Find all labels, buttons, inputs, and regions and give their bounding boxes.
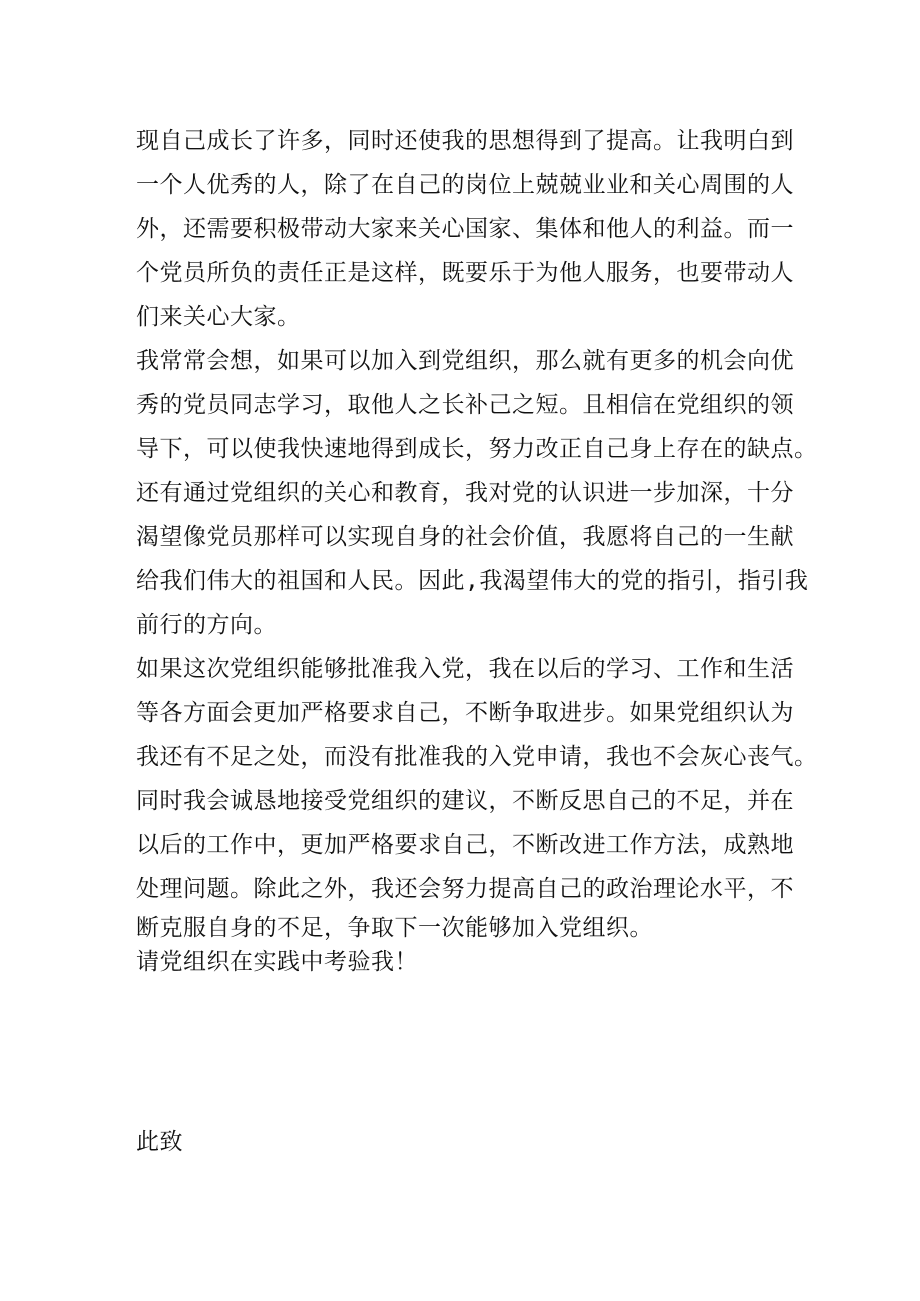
text-line: 等各方面会更加严格要求自己，不断争取进步。如果党组织认为 <box>136 700 794 726</box>
text-line: 断克服自身的不足，争取下一次能够加入党组织。 <box>136 915 653 941</box>
text-line: 如果这次党组织能够批准我入党，我在以后的学习、工作和生活 <box>136 656 794 682</box>
text-line: 一个人优秀的人，除了在自己的岗位上兢兢业业和关心周围的人 <box>136 172 794 198</box>
closing-salutation: 此致 <box>136 1129 183 1155</box>
text-line: 我常常会想，如果可以加入到党组织，那么就有更多的机会向优 <box>136 348 794 374</box>
text-line: 请党组织在实践中考验我！ <box>136 949 418 975</box>
text-line: 我还有不足之处，而没有批准我的入党申请，我也不会灰心丧气。 <box>136 744 818 770</box>
text-line: 导下，可以使我快速地得到成长，努力改正自己身上存在的缺点。 <box>136 436 818 462</box>
text-line: 前行的方向。 <box>136 612 277 638</box>
body-text <box>136 119 818 979</box>
text-line: 们来关心大家。 <box>136 304 301 330</box>
text-line: 以后的工作中，更加严格要求自己，不断改进工作方法，成熟地 <box>136 832 794 858</box>
text-line: 还有通过党组织的关心和教育，我对党的认识进一步加深，十分 <box>136 480 794 506</box>
text-line: 个党员所负的责任正是这样，既要乐于为他人服务，也要带动人 <box>136 260 794 286</box>
text-line: 秀的党员同志学习，取他人之长补己之短。且相信在党组织的领 <box>136 392 794 418</box>
text-line: 外，还需要积极带动大家来关心国家、集体和他人的利益。而一 <box>136 216 794 242</box>
text-line: 渴望像党员那样可以实现自身的社会价值，我愿将自己的一生献 <box>136 524 794 550</box>
text-line: 给我们伟大的祖国和人民。因此,我渴望伟大的党的指引，指引我 <box>136 568 809 594</box>
text-line: 同时我会诚恳地接受党组织的建议，不断反思自己的不足，并在 <box>136 788 794 814</box>
text-line: 现自己成长了许多，同时还使我的思想得到了提高。让我明白到 <box>136 128 794 154</box>
text-line: 处理问题。除此之外，我还会努力提高自己的政治理论水平，不 <box>136 876 794 902</box>
